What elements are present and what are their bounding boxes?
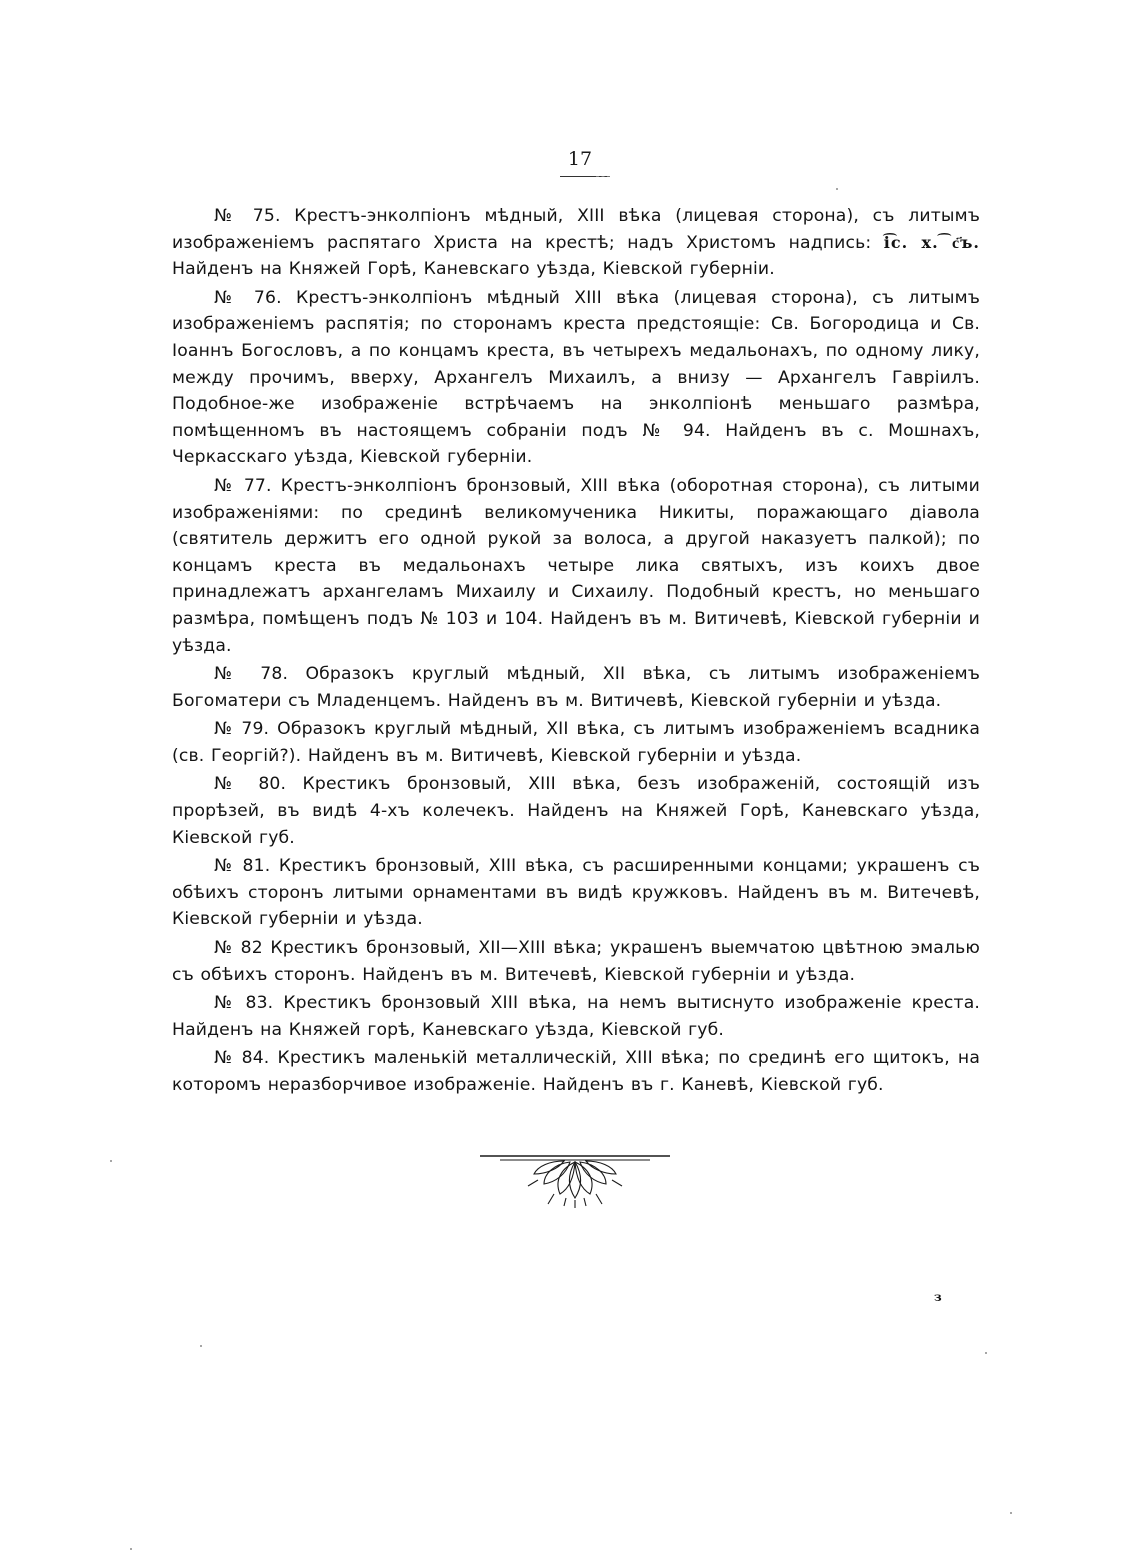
catalog-entry-81: № 81. Крестикъ бронзовый, XIII вѣка, съ расширенными концами; украшенъ съ обѣихъ сторонъ литыми орнаментами въ видѣ кружковъ. Найденъ въ м. Витечевѣ, Кіевской губерніи и уѣзда.	[172, 856, 980, 930]
page-number-underline-tail	[596, 176, 610, 177]
scan-speck	[836, 188, 838, 190]
floral-fleuron-icon	[478, 1150, 672, 1210]
catalog-entries	[172, 203, 980, 1101]
catalog-entry-82: № 82 Крестикъ бронзовый, XII—XIII вѣка; украшенъ выемчатою цвѣтною эмалью съ обѣихъ сторонъ. Найденъ въ м. Витечевѣ, Кіевской губерніи и уѣзда.	[172, 938, 980, 985]
entry-text-after: Найденъ на Княжей Горѣ, Каневскаго уѣзда, Кіевской губерніи.	[172, 259, 775, 280]
catalog-entry-84: № 84. Крестикъ маленькій металлическій, XIII вѣка; по срединѣ его щитокъ, на которомъ неразборчивое изображеніе. Найденъ въ г. Каневѣ, Кіевской губ.	[172, 1048, 980, 1095]
catalog-entry-76: № 76. Крестъ-энколпіонъ мѣдный XIII вѣка (лицевая сторона), съ литымъ изображеніемъ распятія; по сторонамъ креста предстоящіе: Св. Богородица и Св. Іоаннъ Богословъ, а по концамъ креста, въ четырехъ медальонахъ, по одному лику, между прочимъ, вверху, Архангелъ Михаилъ, а внизу — Архангелъ Гавріилъ. Подобное-же изображеніе встрѣчаемъ на энколпіонѣ меньшаго размѣра, помѣщенномъ въ настоящемъ собраніи подъ № 94. Найденъ въ с. Мошнахъ, Черкасскаго уѣзда, Кіевской губерніи.	[172, 287, 980, 468]
signature-mark: з	[934, 1290, 942, 1304]
scan-speck	[200, 1345, 202, 1347]
inscription: і͡с. х. ͡с҃ъ.	[883, 232, 980, 252]
page-number: 17	[567, 148, 593, 170]
catalog-entry-83: № 83. Крестикъ бронзовый XIII вѣка, на немъ вытиснуто изображеніе креста. Найденъ на Княжей горѣ, Каневскаго уѣзда, Кіевской губ.	[172, 993, 980, 1040]
catalog-entry-77: № 77. Крестъ-энколпіонъ бронзовый, XIII вѣка (оборотная сторона), съ литыми изображеніями: по срединѣ великомученика Никиты, поражающаго діавола (святитель держитъ его одной рукой за волоса, а другой наказуетъ палкой); по концамъ креста въ медальонахъ четыре лика святыхъ, изъ коихъ двое принадлежатъ архангеламъ Михаилу и Сихаилу. Подобный крестъ, но меньшаго размѣра, помѣщенъ подъ № 103 и 104. Найденъ въ м. Витичевѣ, Кіевской губерніи и уѣзда.	[172, 475, 980, 656]
scan-speck	[1010, 1512, 1012, 1514]
entry-text: № 75. Крестъ-энколпіонъ мѣдный, XIII вѣка (лицевая сторона), съ литымъ изображеніемъ распятаго Христа на крестѣ; надъ Христомъ надпись:	[172, 206, 980, 253]
catalog-entry-78: № 78. Образокъ круглый мѣдный, XII вѣка, съ литымъ изображеніемъ Богоматери съ Младенцемъ. Найденъ въ м. Витичевѣ, Кіевской губерніи и уѣзда.	[172, 664, 980, 711]
catalog-entry-80: № 80. Крестикъ бронзовый, XIII вѣка, безъ изображеній, состоящій изъ прорѣзей, въ видѣ 4-хъ колечекъ. Найденъ на Княжей Горѣ, Каневскаго уѣзда, Кіевской губ.	[172, 774, 980, 848]
scan-speck	[130, 1548, 132, 1550]
scan-speck	[985, 1352, 987, 1354]
catalog-entry-79: № 79. Образокъ круглый мѣдный, XII вѣка, съ литымъ изображеніемъ всадника (св. Георгій?). Найденъ въ м. Витичевѣ, Кіевской губерніи и уѣзда.	[172, 719, 980, 766]
catalog-entry-75	[172, 203, 980, 283]
scan-speck	[110, 1160, 112, 1162]
